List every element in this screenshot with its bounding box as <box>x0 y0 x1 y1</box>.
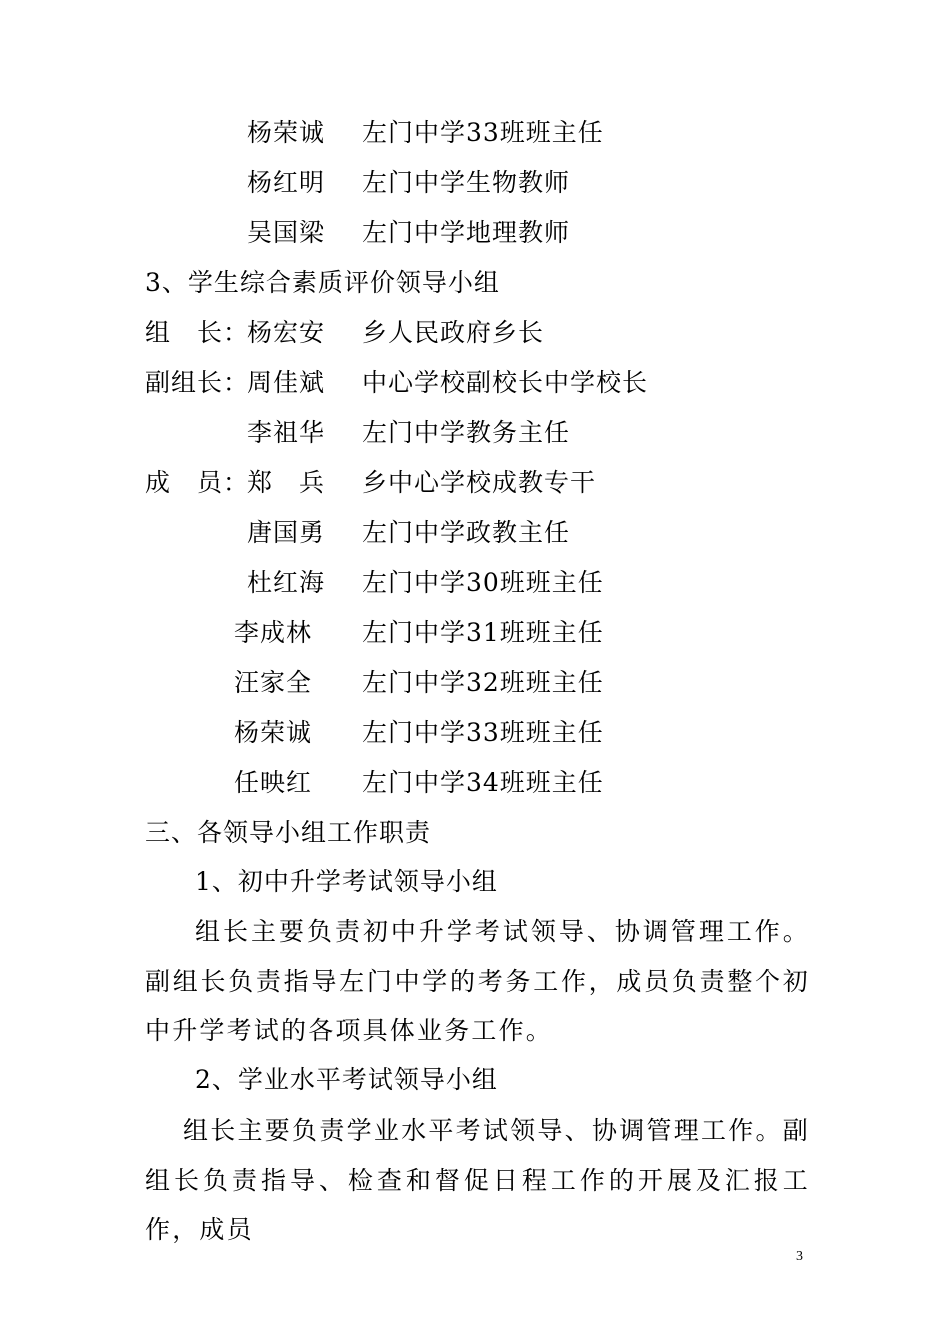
member-role: 左门中学生物教师 <box>362 168 571 197</box>
page-number: 3 <box>796 1249 803 1264</box>
section-heading: 三、各领导小组工作职责 <box>145 818 432 847</box>
subsection-title: 1、初中升学考试领导小组 <box>195 867 498 896</box>
member-name: 郑 兵 <box>247 468 326 497</box>
member-name: 杨红明 <box>247 168 326 197</box>
leader-name: 杨宏安 <box>247 318 326 347</box>
member-name: 杨荣诚 <box>234 718 313 747</box>
deputy-name: 周佳斌 <box>247 368 326 397</box>
member-name: 唐国勇 <box>247 518 326 547</box>
member-role: 左门中学31班班主任 <box>362 618 604 647</box>
group3-title: 3、学生综合素质评价领导小组 <box>145 268 500 297</box>
leader-role: 乡人民政府乡长 <box>362 318 545 347</box>
paragraph-body: 组长主要负责初中升学考试领导、协调管理工作。副组长负责指导左门中学的考务工作，成员负责整个初中升学考试的各项具体业务工作。 <box>145 917 810 1045</box>
paragraph-body: 组长主要负责学业水平考试领导、协调管理工作。副组长负责指导、检查和督促日程工作的开展及汇报工作，成员 <box>145 1116 810 1244</box>
deputy-label: 副组长： <box>145 368 250 397</box>
leader-label: 组 长： <box>145 318 250 347</box>
member-role: 乡中心学校成教专干 <box>362 468 597 497</box>
member-name: 汪家全 <box>234 668 313 697</box>
member-role: 左门中学政教主任 <box>362 518 571 547</box>
members-label: 成 员： <box>145 468 250 497</box>
member-role: 左门中学32班班主任 <box>362 668 604 697</box>
member-role: 左门中学30班班主任 <box>362 568 604 597</box>
member-role: 左门中学地理教师 <box>362 218 571 247</box>
member-role: 左门中学33班班主任 <box>362 118 604 147</box>
deputy-name: 李祖华 <box>247 418 326 447</box>
member-name: 任映红 <box>234 768 313 797</box>
member-role: 左门中学33班班主任 <box>362 718 604 747</box>
member-name: 杨荣诚 <box>247 118 326 147</box>
subsection-title: 2、学业水平考试领导小组 <box>195 1065 498 1094</box>
member-name: 杜红海 <box>247 568 326 597</box>
member-name: 李成林 <box>234 618 313 647</box>
member-role: 左门中学34班班主任 <box>362 768 604 797</box>
member-name: 吴国梁 <box>247 218 326 247</box>
deputy-role: 左门中学教务主任 <box>362 418 571 447</box>
deputy-role: 中心学校副校长中学校长 <box>362 368 649 397</box>
